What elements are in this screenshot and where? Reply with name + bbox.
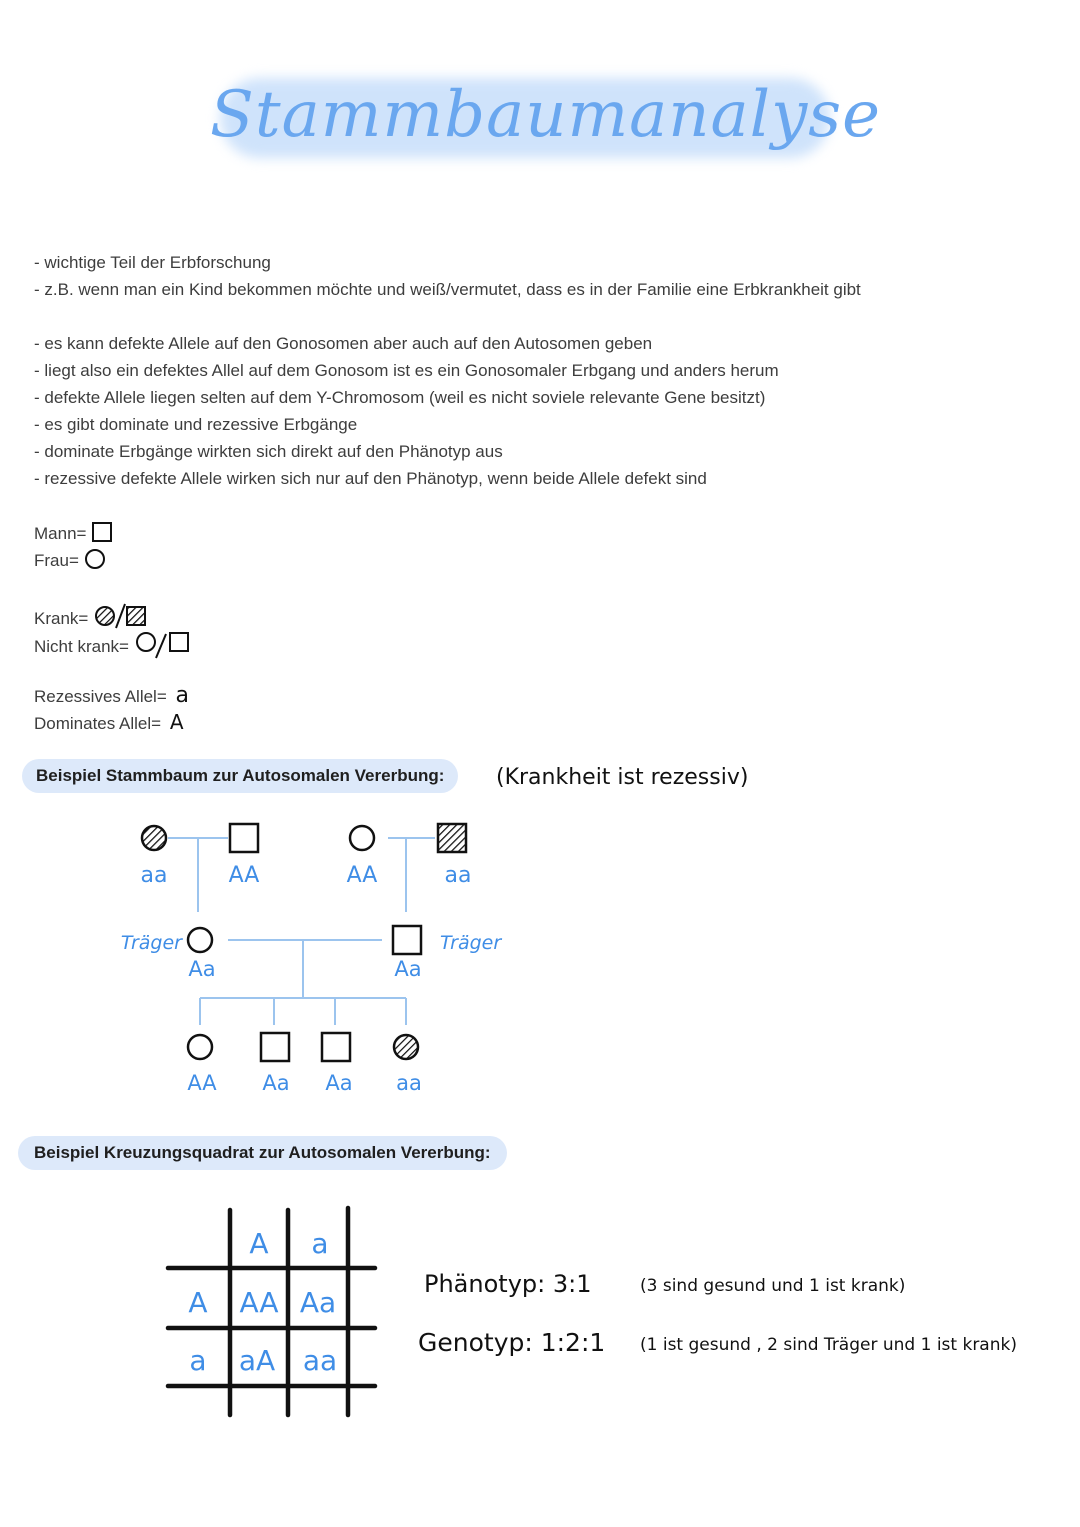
genotype-label: Aa [188,957,216,981]
punnett-header: A [249,1227,269,1260]
affected-male-symbol [438,824,466,852]
genotyp-ratio: Genotyp: 1:2:1 [418,1328,606,1357]
unaffected-symbols-icon [134,628,198,662]
legend-frau-label: Frau= [34,551,79,570]
section-heading-kreuzungsquadrat: Beispiel Kreuzungsquadrat zur Autosomalen Vererbung: [18,1136,507,1170]
genotype-label: Aa [262,1071,290,1095]
carrier-female-symbol [188,928,212,952]
section-heading-stammbaum: Beispiel Stammbaum zur Autosomalen Vererbung: [22,759,458,793]
bullet-item: - defekte Allele liegen selten auf dem Y-Chromosom (weil es nicht soviele relevante Gene besitzt) [34,388,766,407]
recessive-note: (Krankheit ist rezessiv) [496,765,749,790]
circle-female-icon [84,548,108,570]
genotype-label: AA [187,1071,217,1095]
legend-nicht-krank-label: Nicht krank= [34,637,129,656]
legend-mann-label: Mann= [34,524,87,543]
bullet-item: - liegt also ein defektes Allel auf dem Gonosom ist es ein Gonosomaler Erbgang und anders herum [34,361,779,380]
punnett-header: a [311,1227,329,1260]
title-text: Stammbaumanalyse [210,78,881,152]
rezessiv-symbol: a [175,683,189,708]
affected-female-symbol [142,826,166,850]
male-symbol [261,1033,289,1061]
legend-frau [34,548,108,571]
intro-bullets [34,249,861,303]
legend-rezessiv [34,683,189,708]
bullet-item: - wichtige Teil der Erbforschung [34,253,271,272]
dominant-symbol: A [169,710,184,734]
carrier-label: Träger [440,932,502,954]
punnett-cell: aa [302,1344,338,1377]
genotype-label: Aa [325,1071,353,1095]
page-title [210,60,881,170]
punnett-cell: Aa [299,1286,337,1319]
legend-krank-label: Krank= [34,609,89,628]
bullet-item: - dominate Erbgänge wirkten sich direkt auf den Phänotyp aus [34,442,503,461]
legend-dominant [34,710,184,734]
legend-rezessiv-label: Rezessives Allel= [34,687,167,706]
facts-bullets [34,330,779,492]
square-male-icon [91,521,115,543]
genotype-label: Aa [394,957,422,981]
genotype-label: aa [396,1071,422,1095]
affected-female-symbol [394,1035,418,1059]
genotype-label: AA [228,863,260,888]
punnett-cell: AA [239,1286,279,1319]
legend-nicht-krank [34,628,198,662]
legend-dominant-label: Dominates Allel= [34,714,162,733]
genotype-label: AA [346,863,378,888]
genotyp-note: (1 ist gesund , 2 sind Träger und 1 ist krank) [640,1335,1017,1355]
phaenotyp-ratio: Phänotyp: 3:1 [424,1270,592,1298]
carrier-male-symbol [393,926,421,954]
bullet-item: - z.B. wenn man ein Kind bekommen möchte und weiß/vermutet, dass es in der Familie eine Erbkrankheit gibt [34,280,861,299]
phaenotyp-note: (3 sind gesund und 1 ist krank) [640,1276,906,1296]
genotype-label: aa [444,863,472,888]
bullet-item: - es kann defekte Allele auf den Gonosomen aber auch auf den Autosomen geben [34,334,653,353]
pedigree-diagram [110,810,530,1110]
male-symbol [230,824,258,852]
bullet-item: - rezessive defekte Allele wirken sich nur auf den Phänotyp, wenn beide Allele defekt sind [34,469,707,488]
punnett-row-allele: A [188,1286,208,1319]
punnett-cell: aA [238,1344,276,1377]
punnett-square [160,1200,390,1425]
legend-mann [34,521,115,544]
male-symbol [322,1033,350,1061]
punnett-row-allele: a [189,1344,207,1377]
female-symbol [350,826,374,850]
female-symbol [188,1035,212,1059]
carrier-label: Träger [120,932,182,954]
genotype-label: aa [140,863,168,888]
bullet-item: - es gibt dominate und rezessive Erbgänge [34,415,358,434]
